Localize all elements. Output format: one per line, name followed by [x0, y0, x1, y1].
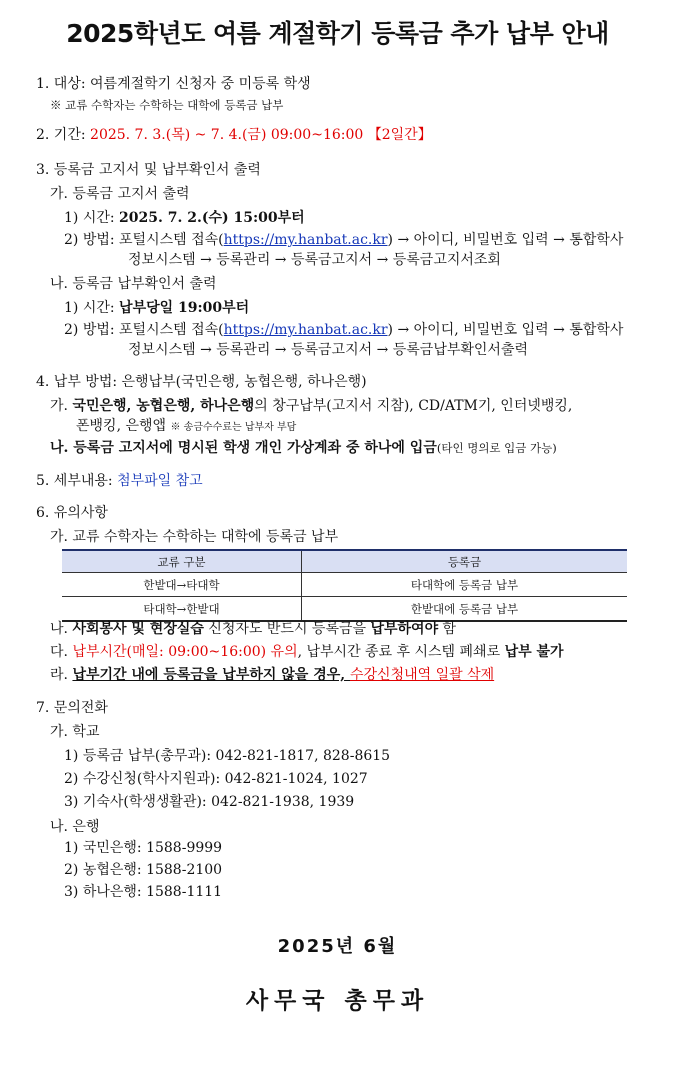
section-6d-red: 수강신청내역 일괄 삭제 — [350, 667, 495, 683]
section-6d-bold: 납부기간 내에 등록금을 납부하지 않을 경우, — [72, 667, 350, 683]
section-3a-method-label: 2) 방법: 포털시스템 접속( — [64, 232, 224, 248]
section-6b-bold1: 사회봉사 및 현장실습 — [72, 621, 204, 637]
section-4a-rest: 의 창구납부(고지서 지참), CD/ATM기, 인터넷뱅킹, — [254, 398, 573, 414]
section-7a-heading: 가. 학교 — [50, 724, 100, 740]
section-3b-method-line2: 정보시스템 → 등록관리 → 등록금고지서 → 등록금납부확인서출력 — [128, 342, 528, 358]
section-3b-time-label: 1) 시간: — [64, 300, 120, 316]
section-5-value: 첨부파일 참고 — [117, 473, 203, 489]
section-4-heading: 4. 납부 방법: 은행납부(국민은행, 농협은행, 하나은행) — [36, 374, 367, 390]
section-6b — [50, 619, 456, 639]
section-4a-prefix: 가. — [50, 398, 73, 414]
section-3b-time-value: 납부당일 19:00부터 — [119, 300, 250, 316]
contact-item: 1) 등록금 납부(총무과): 042-821-1817, 828-8615 — [64, 748, 391, 764]
portal-link[interactable]: https://my.hanbat.ac.kr — [223, 232, 388, 248]
section-3b-method-label: 2) 방법: 포털시스템 접속( — [64, 322, 224, 338]
section-2-days: 【2일간】 — [367, 127, 432, 143]
table-header-type: 교류 구분 — [62, 550, 302, 573]
section-7-heading: 7. 문의전화 — [36, 700, 108, 716]
section-3a-method-line2: 정보시스템 → 등록관리 → 등록금고지서 → 등록금고지서조회 — [128, 252, 501, 268]
section-4a — [50, 396, 572, 416]
section-6d — [50, 665, 494, 685]
table-cell: 한밭대→타대학 — [62, 573, 302, 597]
section-7b-heading: 나. 은행 — [50, 819, 100, 835]
section-3a-time-label: 1) 시간: — [64, 210, 120, 226]
section-3a-heading: 가. 등록금 고지서 출력 — [50, 186, 190, 202]
table-cell: 타대학에 등록금 납부 — [302, 573, 628, 597]
contact-item: 2) 수강신청(학사지원과): 042-821-1024, 1027 — [64, 771, 368, 787]
contact-item: 3) 기숙사(학생생활관): 042-821-1938, 1939 — [64, 794, 355, 810]
section-4a-banks: 국민은행, 농협은행, 하나은행 — [72, 398, 255, 414]
section-2-period — [36, 125, 432, 145]
section-1-target: 1. 대상: 여름계절학기 신청자 중 미등록 학생 — [36, 76, 311, 92]
section-2-label: 2. 기간: — [36, 127, 91, 143]
table-cell: 타대학→한밭대 — [62, 597, 302, 622]
section-1-note: ※ 교류 수학자는 수학하는 대학에 등록금 납부 — [50, 98, 284, 112]
section-3a-method-rest: ) → 아이디, 비밀번호 입력 → 통합학사 — [387, 232, 624, 248]
document-title: 2025학년도 여름 계절학기 등록금 추가 납부 안내 — [66, 19, 609, 48]
footer-organization: 사무국 총무과 — [245, 988, 430, 1014]
footer-date: 2025년 6월 — [277, 936, 398, 957]
section-3a-time-value: 2025. 7. 2.(수) 15:00부터 — [119, 210, 305, 226]
section-3b-method — [64, 320, 623, 340]
section-6b-prefix: 나. — [50, 621, 73, 637]
section-6c — [50, 642, 564, 662]
section-3-heading: 3. 등록금 고지서 및 납부확인서 출력 — [36, 162, 261, 178]
section-4a-line2-text: 폰뱅킹, 은행앱 — [76, 418, 167, 434]
section-3a-method — [64, 230, 623, 250]
section-6b-end: 함 — [438, 621, 457, 637]
section-6c-prefix: 다. — [50, 644, 73, 660]
section-6c-bold: 납부 불가 — [504, 644, 564, 660]
section-6d-prefix: 라. — [50, 667, 73, 683]
table-header-fee: 등록금 — [302, 550, 628, 573]
section-3b-heading: 나. 등록금 납부확인서 출력 — [50, 276, 217, 292]
section-6b-bold2: 납부하여야 — [370, 621, 439, 637]
section-6c-red: 납부시간(매일: 09:00~16:00) 유의 — [72, 644, 298, 660]
contact-item: 2) 농협은행: 1588-2100 — [64, 862, 223, 878]
section-5-label: 5. 세부내용: — [36, 473, 118, 489]
table-row — [62, 597, 627, 622]
portal-link-2[interactable]: https://my.hanbat.ac.kr — [223, 322, 388, 338]
section-4b-note: (타인 명의로 입금 가능) — [436, 441, 557, 455]
section-2-dates: 2025. 7. 3.(목) ~ 7. 4.(금) 09:00~16:00 — [90, 127, 364, 143]
section-4b-text: 나. 등록금 고지서에 명시된 학생 개인 가상계좌 중 하나에 입금 — [50, 440, 437, 456]
section-6b-mid: 신청자도 반드시 등록금을 — [203, 621, 371, 637]
section-6-heading: 6. 유의사항 — [36, 505, 108, 521]
table-row — [62, 573, 627, 597]
section-6c-mid: , 납부시간 종료 후 시스템 폐쇄로 — [297, 644, 505, 660]
section-4b — [50, 438, 557, 458]
section-5 — [36, 471, 203, 491]
section-3b-time — [64, 298, 249, 318]
contact-item: 3) 하나은행: 1588-1111 — [64, 884, 223, 900]
section-4a-note: ※ 송금수수료는 납부자 부담 — [170, 422, 297, 433]
section-6a: 가. 교류 수학자는 수학하는 대학에 등록금 납부 — [50, 529, 339, 545]
table-cell: 한밭대에 등록금 납부 — [302, 597, 628, 622]
section-4a-line2 — [76, 416, 296, 438]
section-3b-method-rest: ) → 아이디, 비밀번호 입력 → 통합학사 — [387, 322, 624, 338]
section-3a-time — [64, 208, 305, 228]
exchange-fee-table — [62, 549, 627, 622]
contact-item: 1) 국민은행: 1588-9999 — [64, 840, 223, 856]
